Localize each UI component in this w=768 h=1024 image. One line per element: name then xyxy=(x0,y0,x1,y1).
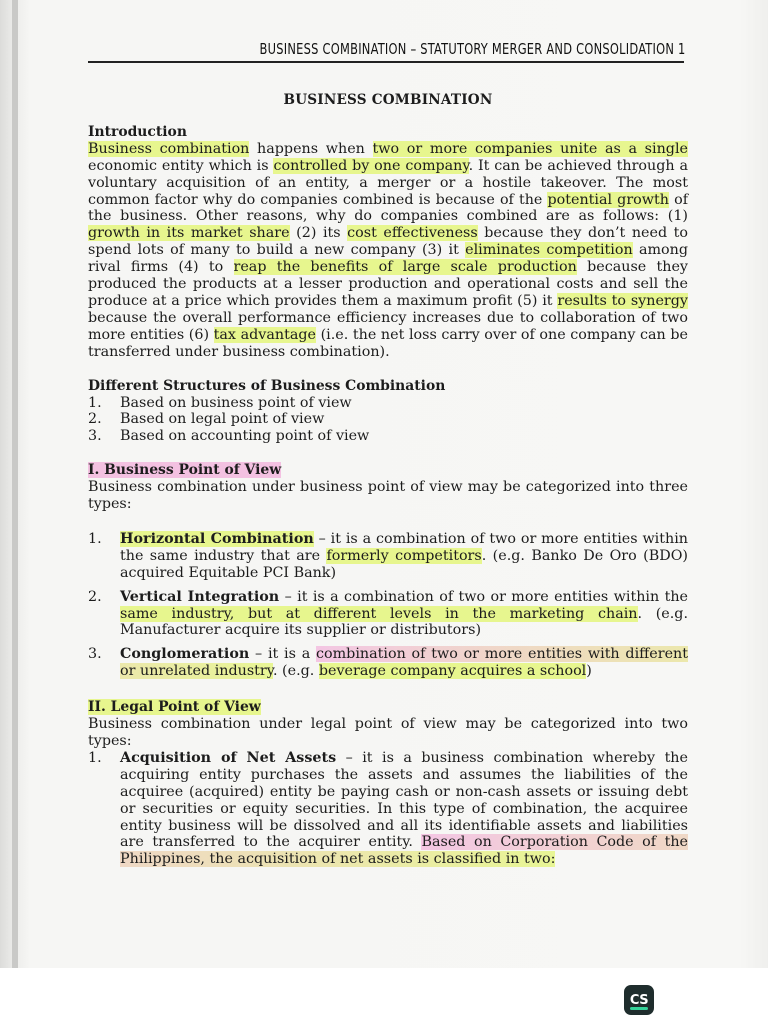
list-item xyxy=(88,411,688,428)
term: Vertical Integration xyxy=(120,588,280,605)
list-item xyxy=(88,646,688,680)
highlight: eliminates competition xyxy=(465,242,633,259)
text-run: because they don’t need to spend lots of many to build a new company (3) it xyxy=(88,225,689,259)
term: Conglomeration xyxy=(120,646,250,663)
list-number: 2. xyxy=(88,411,102,428)
highlight: potential growth xyxy=(547,191,669,208)
text-run: . (e.g. xyxy=(272,663,319,680)
structures-list xyxy=(88,395,688,446)
list-text xyxy=(120,750,688,868)
list-text xyxy=(120,531,688,582)
text-run: . It can be achieved through a voluntary acquisition of an entity, a merger or a hostile takeover. The most common factor why do companies combined is because of the xyxy=(88,157,688,208)
text-run: . (e.g. Banko De Oro (BDO) acquired Equitable PCI Bank) xyxy=(120,547,688,581)
text-run: (2) its xyxy=(289,225,348,242)
page-edge-shadow xyxy=(12,0,18,970)
text-run: because they produced the products at a lesser production and operational costs and sell the produce at a price which provides them a maximum profit (5) it xyxy=(88,259,688,309)
text-run: economic entity which is xyxy=(88,157,274,174)
list-text: Based on legal point of view xyxy=(120,411,325,428)
text-run: because the overall performance efficiency increases due to collaboration of two more entities (6) xyxy=(88,309,688,343)
text-run: – it is a combination of two or more entities within the same industry that are xyxy=(120,530,688,564)
text-run: . (e.g. Manufacturer acquire its supplier or distributors) xyxy=(120,605,689,639)
highlight: beverage company acquires a school xyxy=(318,663,587,680)
text-run: (i.e. the net loss carry over of one company can be transferred under business combination). xyxy=(88,326,688,360)
list-item xyxy=(88,531,688,582)
text-run: – it is a business combination whereby the acquiring entity purchases the assets and assumes the liabilities of the acquiree (acquired) entity be paying cash or non-cash assets or issuing debt or securities or equity securities. In this type of combination, the acquiree entity business will be dissolved and all its identifiable assets and liabilities are transferred to the acquirer entity. xyxy=(120,749,688,851)
legal-pov-heading xyxy=(88,699,688,716)
camscanner-logo-icon: CS xyxy=(624,985,654,1015)
list-text xyxy=(120,646,688,680)
highlight: controlled by one company xyxy=(273,157,469,174)
list-number: 2. xyxy=(88,588,102,605)
text-run: of the business. Other reasons, why do companies combined are as follows: (1) xyxy=(88,191,688,225)
list-number: 3. xyxy=(88,428,102,445)
list-text xyxy=(120,589,688,640)
highlight: same industry, but at different levels in the marketing chain xyxy=(120,605,638,622)
running-head: BUSINESS COMBINATION – STATUTORY MERGER AND CONSOLIDATION 1 xyxy=(259,40,686,58)
business-pov-heading xyxy=(88,462,688,479)
text-run: ) xyxy=(586,663,592,680)
structures-heading: Different Structures of Business Combination xyxy=(88,377,446,394)
introduction-paragraph xyxy=(88,141,688,361)
list-text: Based on business point of view xyxy=(120,394,352,411)
introduction-heading: Introduction xyxy=(88,123,187,140)
document-body xyxy=(88,88,688,875)
highlight: cost effectiveness xyxy=(347,225,478,242)
highlight: reap the benefits of large scale production xyxy=(233,259,577,276)
legal-pov-intro: Business combination under legal point of view may be categorized into two types: xyxy=(88,716,688,749)
list-item xyxy=(88,750,688,868)
list-number: 1. xyxy=(88,749,102,766)
highlight: II. Legal Point of View xyxy=(88,699,261,716)
list-number: 3. xyxy=(88,646,102,663)
list-number: 1. xyxy=(88,394,102,411)
text-run: happens when xyxy=(249,140,373,157)
text-run: among rival firms (4) to xyxy=(88,242,688,276)
highlight: I. Business Point of View xyxy=(88,462,282,479)
text-run: – it is a combination of two or more entities within the xyxy=(279,588,688,605)
list-number: 1. xyxy=(88,530,102,547)
term: Horizontal Combination xyxy=(120,530,314,547)
text-run: – it is a xyxy=(249,646,317,663)
highlight: two or more companies unite as a single xyxy=(372,140,688,157)
highlight: results to synergy xyxy=(557,292,688,309)
list-item xyxy=(88,395,688,412)
list-text: Based on accounting point of view xyxy=(120,428,370,445)
highlight: Business combination xyxy=(88,140,250,157)
list-item xyxy=(88,589,688,640)
highlight: combination of two or more entities with different or unrelated industry xyxy=(120,646,689,680)
term: Acquisition of Net Assets xyxy=(120,749,337,766)
highlight: Based on Corporation Code of the Philippines, the acquisition of net assets is classified in two: xyxy=(120,834,688,868)
highlight: formerly competitors xyxy=(326,547,482,564)
header-rule xyxy=(88,61,684,63)
list-item xyxy=(88,428,688,445)
document-title: BUSINESS COMBINATION xyxy=(283,92,493,108)
highlight: growth in its market share xyxy=(88,225,290,242)
business-pov-intro: Business combination under business point of view may be categorized into three types: xyxy=(88,479,688,513)
highlight: tax advantage xyxy=(213,326,316,343)
